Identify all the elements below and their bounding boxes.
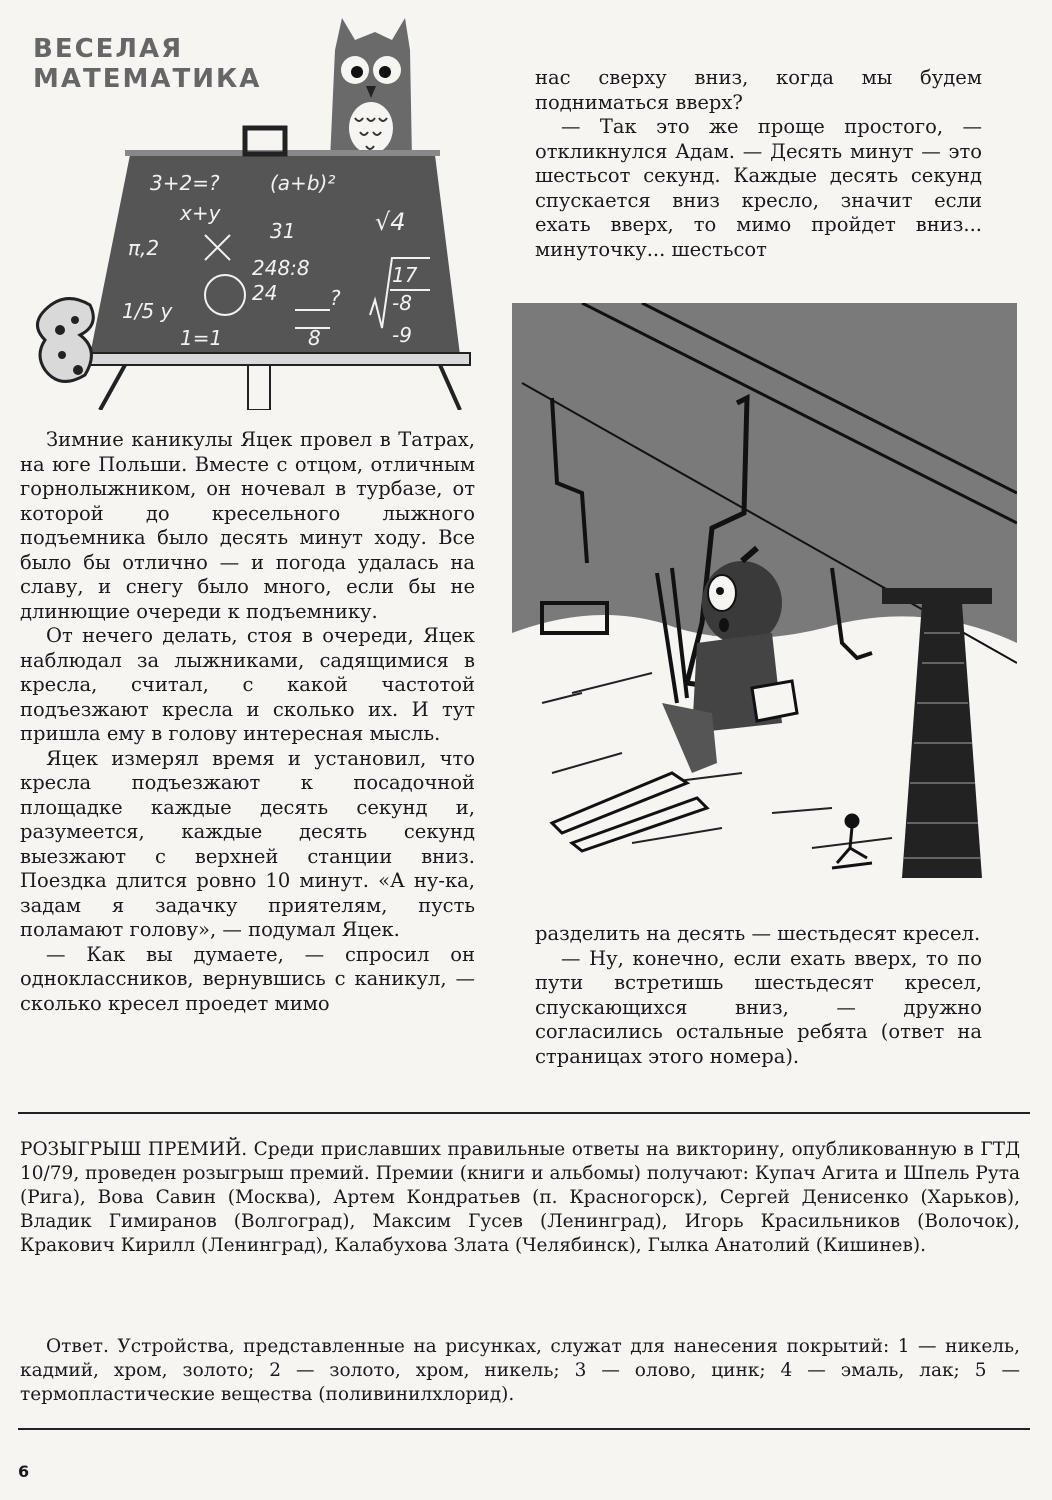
formula: 8	[308, 326, 321, 350]
divider	[18, 1428, 1030, 1430]
formula: 3+2=?	[150, 171, 220, 195]
answer-text: Ответ. Устройства, представленные на рисунках, служат для нанесения покрытий: 1 — никель, кадмий, хром, золото; 2 — золото, хром, никель; 3 — олово, цинк; 4 — эмаль, лак; 5 — термопластические вещества (поливинилхлорид).	[20, 1336, 1020, 1405]
article-paragraph: разделить на десять — шестьдесят кресел.	[535, 922, 981, 945]
article-paragraph: От нечего делать, стоя в очереди, Яцек наблюдал за лыжниками, садящимися в кресла, считал, с какой частотой подъезжают кресла и сколько их. И тут пришла ему в голову интересная мысль.	[20, 624, 475, 745]
formula: x+y	[180, 201, 221, 225]
formula: 31	[270, 219, 296, 243]
formula: (a+b)²	[270, 171, 336, 195]
formula: 24	[252, 281, 278, 305]
prize-drawing-section	[20, 1138, 1020, 1258]
article-paragraph: Яцек измерял время и установил, что кресла подъезжают к посадочной площадке каждые десять секунд и, разумеется, каждые десять секунд выезжают с верхней станции вниз. Поездка длится ровно 10 минут. «А ну-ка, задам я задачку приятелям, пусть поламают голову», — подумал Яцек.	[20, 746, 475, 941]
article-right-top	[535, 66, 982, 262]
article-paragraph: — Ну, конечно, если ехать вверх, то по пути встретишь шестьдесят кресел, спускающихся вниз, — дружно согласились остальные ребята (ответ на страницах этого номера).	[535, 946, 982, 1068]
formula: 1=1	[180, 326, 223, 350]
answer-section	[20, 1335, 1020, 1407]
blackboard-svg	[30, 10, 480, 410]
formula: 248:8	[252, 256, 310, 280]
article-right-bottom	[535, 922, 982, 1069]
article-paragraph: — Так это же проще простого, — откликнулся Адам. — Десять минут — это шестьсот секунд. Каждые десять секунд спускается вниз кресло, значит если ехать вверх, то мимо пройдет вниз... минуточку... шестьсот	[535, 115, 982, 261]
section-title-line1: ВЕСЕЛАЯ	[33, 34, 184, 64]
article-paragraph: Зимние каникулы Яцек провел в Татрах, на юге Польши. Вместе с отцом, отличным горнолыжником, он ночевал в турбазе, от которой до кресельного лыжного подъемника было десять минут ходу. Все было бы отлично — и погода удалась на славу, и снегу было много, если бы не длинющие очереди к подъемнику.	[20, 428, 475, 623]
formula: 1/5 y	[122, 299, 173, 323]
owl-blackboard-illustration	[30, 10, 480, 410]
article-paragraph: нас сверху вниз, когда мы будем подниматься вверх?	[535, 66, 982, 114]
ski-lift-illustration	[512, 303, 1017, 878]
article-left-column	[20, 428, 475, 1016]
section-title-line2: МАТЕМАТИКА	[33, 64, 262, 94]
formula: -9	[392, 323, 412, 347]
formula: -8	[392, 291, 412, 315]
page-number: 6	[18, 1462, 30, 1481]
formula: 17	[392, 263, 418, 287]
prize-drawing-text: РОЗЫГРЫШ ПРЕМИЙ. Среди приславших правильные ответы на викторину, опубликованную в ГТД 10/79, проведен розыгрыш премий. Премии (книги и альбомы) получают: Купач Агита и Шпель Рута (Рига), Вова Савин (Москва), Артем Кондратьев (п. Красногорск), Сергей Денисенко (Харьков), Владик Гимиранов (Волгоград), Максим Гусев (Ленинград), Игорь Красильников (Волочок), Кракович Кирилл (Ленинград), Калабухова Злата (Челябинск), Гылка Анатолий (Кишинев).	[20, 1139, 1020, 1256]
article-paragraph: — Как вы думаете, — спросил он одноклассников, вернувшись с каникул, — сколько кресел проедет мимо	[20, 942, 475, 1015]
formula: √4	[375, 208, 406, 236]
formula: ?	[330, 286, 341, 310]
ski-lift-svg	[512, 303, 1017, 878]
divider	[18, 1112, 1030, 1114]
formula: π,2	[128, 236, 160, 260]
